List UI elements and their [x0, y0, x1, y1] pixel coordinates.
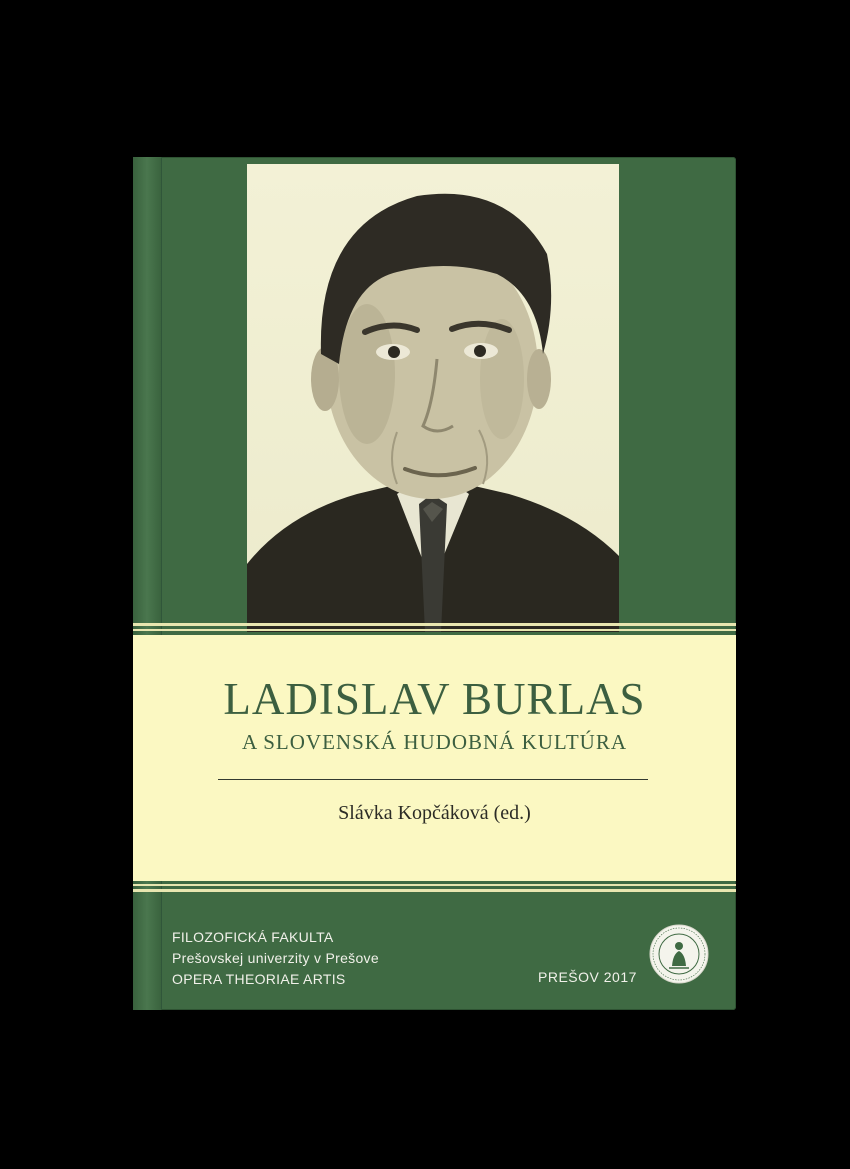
university-seal-icon — [649, 924, 709, 984]
book-cover — [133, 157, 736, 1010]
editor-name: Slávka Kopčáková (ed.) — [338, 802, 531, 824]
band-top-rule-thin — [133, 629, 736, 631]
publisher-line: FILOZOFICKÁ FAKULTA — [172, 929, 334, 945]
title-divider — [218, 779, 648, 780]
publisher-line: Prešovskej univerzity v Prešove — [172, 950, 379, 966]
book-title: LADISLAV BURLAS — [223, 674, 646, 724]
publisher-line: OPERA THEORIAE ARTIS — [172, 971, 346, 987]
title-band — [133, 635, 736, 881]
book-subtitle: A SLOVENSKÁ HUDOBNÁ KULTÚRA — [242, 730, 627, 754]
publisher-block — [172, 927, 379, 990]
portrait-photo — [247, 164, 619, 632]
spine-hinge — [133, 157, 162, 1010]
band-top-rule — [133, 623, 736, 626]
band-bottom-rule — [133, 889, 736, 892]
band-bottom-rule-thin — [133, 884, 736, 886]
place-year: PREŠOV 2017 — [538, 969, 637, 985]
